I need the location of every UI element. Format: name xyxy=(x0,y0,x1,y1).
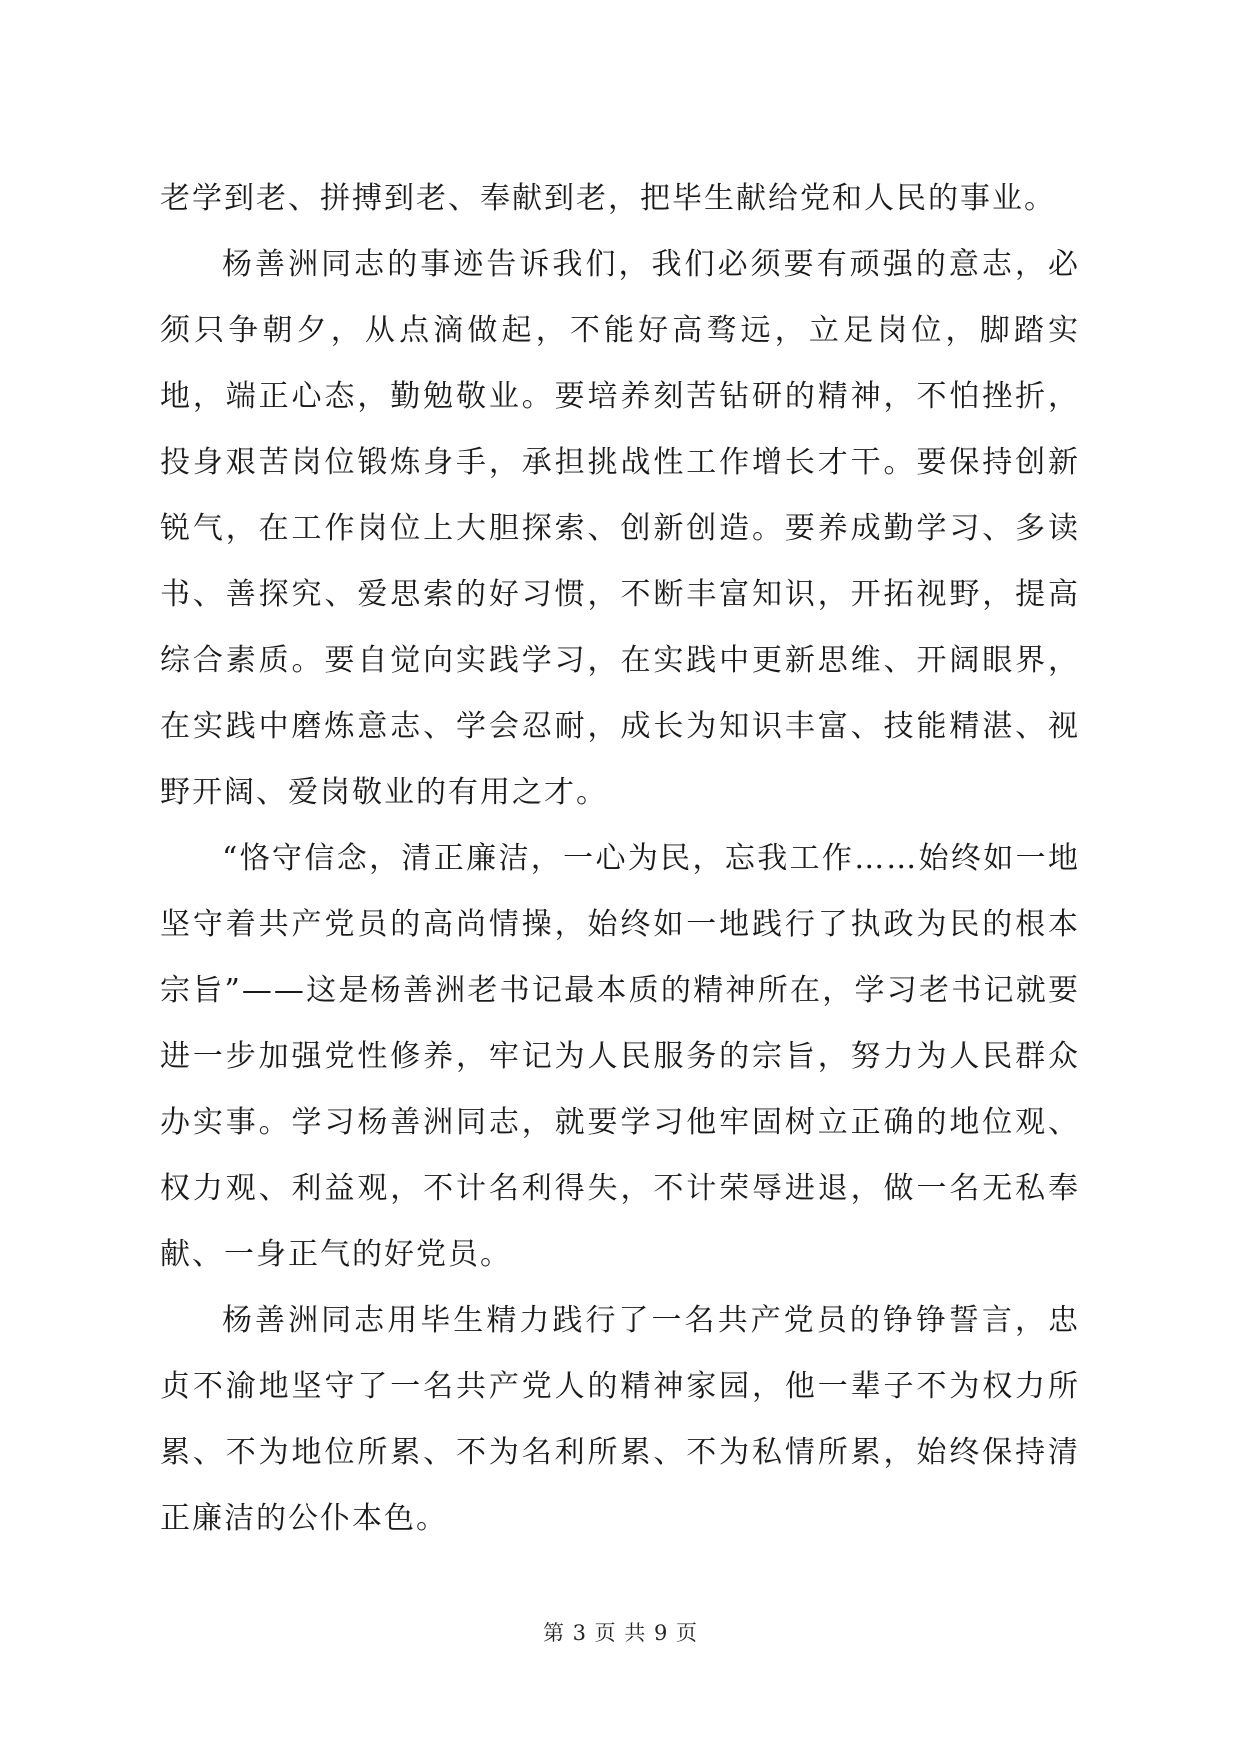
paragraph-continuation: 老学到老、拼搏到老、奉献到老，把毕生献给党和人民的事业。 xyxy=(160,181,1056,216)
document-body xyxy=(160,166,1080,1552)
paragraph-conclusion: 杨善洲同志用毕生精力践行了一名共产党员的铮铮誓言，忠贞不渝地坚守了一名共产党人的精神家园，他一辈子不为权力所累、不为地位所累、不为名利所累、不为私情所累，始终保持清正廉洁的公仆本色。 xyxy=(160,1303,1080,1536)
paragraph-quote: “恪守信念，清正廉洁，一心为民，忘我工作……始终如一地坚守着共产党员的高尚情操，始终如一地践行了执政为民的根本宗旨”——这是杨善洲老书记最本质的精神所在，学习老书记就要进一步加强党性修养，牢记为人民服务的宗旨，努力为人民群众办实事。学习杨善洲同志，就要学习他牢固树立正确的地位观、权力观、利益观，不计名利得失，不计荣辱进退，做一名无私奉献、一身正气的好党员。 xyxy=(160,841,1080,1272)
paragraph-lessons: 杨善洲同志的事迹告诉我们，我们必须要有顽强的意志，必须只争朝夕，从点滴做起，不能好高骛远，立足岗位，脚踏实地，端正心态，勤勉敬业。要培养刻苦钻研的精神，不怕挫折，投身艰苦岗位锻炼身手，承担挑战性工作增长才干。要保持创新锐气，在工作岗位上大胆探索、创新创造。要养成勤学习、多读书、善探究、爱思索的好习惯，不断丰富知识，开拓视野，提高综合素质。要自觉向实践学习，在实践中更新思维、开阔眼界，在实践中磨炼意志、学会忍耐，成长为知识丰富、技能精湛、视野开阔、爱岗敬业的有用之才。 xyxy=(160,247,1080,810)
page-number-footer: 第 3 页 共 9 页 xyxy=(542,1621,699,1645)
